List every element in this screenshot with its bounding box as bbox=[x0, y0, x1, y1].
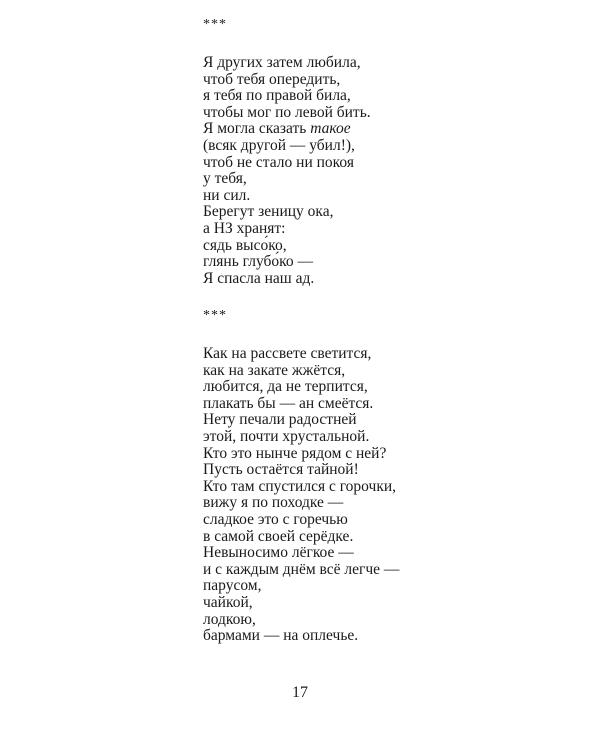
poem-line: ни сил. bbox=[203, 186, 251, 204]
poem-line: Я могла сказать такое bbox=[203, 120, 351, 138]
poem-separator: *** bbox=[203, 17, 227, 32]
poem-line: лодкою, bbox=[203, 610, 256, 628]
poem-line: сладкое это с горечью bbox=[203, 510, 348, 528]
poem-line: плакать бы — ан смеётся. bbox=[203, 394, 374, 412]
poem-line: чтоб тебя опередить, bbox=[203, 70, 341, 88]
poem-line: у тебя, bbox=[203, 170, 247, 188]
emphasis-text: такое bbox=[310, 120, 351, 138]
poem-line: (всяк другой — убил!), bbox=[203, 136, 355, 154]
poem-line: Кто там спустился с горочки, bbox=[203, 477, 397, 495]
poem-line: Кто это нынче рядом с ней? bbox=[203, 444, 387, 462]
poem-line: как на закате жжётся, bbox=[203, 361, 346, 379]
poem-line: любится, да не терпится, bbox=[203, 378, 368, 396]
poem-line: Я других затем любила, bbox=[203, 54, 361, 71]
poem-line: Берегут зеницу ока, bbox=[203, 203, 334, 221]
poem-2 bbox=[203, 308, 563, 645]
poem-line: Нету печали радостней bbox=[203, 411, 357, 429]
poem-line: я тебя по правой била, bbox=[203, 87, 351, 105]
poem-line: Невыносимо лёгкое — bbox=[203, 544, 354, 562]
poem-line: чтобы мог по левой бить. bbox=[203, 103, 371, 121]
poem-lines bbox=[203, 55, 563, 287]
poem-line: вижу я по походке — bbox=[203, 494, 344, 512]
poem-line: этой, почти хрустальной. bbox=[203, 427, 370, 445]
poem-line: чайкой, bbox=[203, 593, 253, 611]
poem-line: Я спасла наш ад. bbox=[203, 269, 315, 287]
poem-1 bbox=[203, 17, 563, 287]
poem-line: а НЗ хранят: bbox=[203, 219, 286, 237]
poem-separator: *** bbox=[203, 308, 227, 323]
page-number: 17 bbox=[292, 684, 308, 701]
poem-line: глянь глубо́ко — bbox=[203, 253, 314, 271]
poem-line: Пусть остаётся тайной! bbox=[203, 461, 359, 479]
poem-line: в самой своей серёдке. bbox=[203, 527, 354, 545]
poem-lines bbox=[203, 346, 563, 645]
poem-line: бармами — на оплечье. bbox=[203, 627, 359, 645]
poem-line: сядь высо́ко, bbox=[203, 236, 287, 254]
poem-line: Как на рассвете светится, bbox=[203, 345, 372, 362]
poem-line: парусом, bbox=[203, 577, 262, 595]
poem-line: чтоб не стало ни покоя bbox=[203, 153, 354, 171]
poem-line: и с каждым днём всё легче — bbox=[203, 560, 400, 578]
